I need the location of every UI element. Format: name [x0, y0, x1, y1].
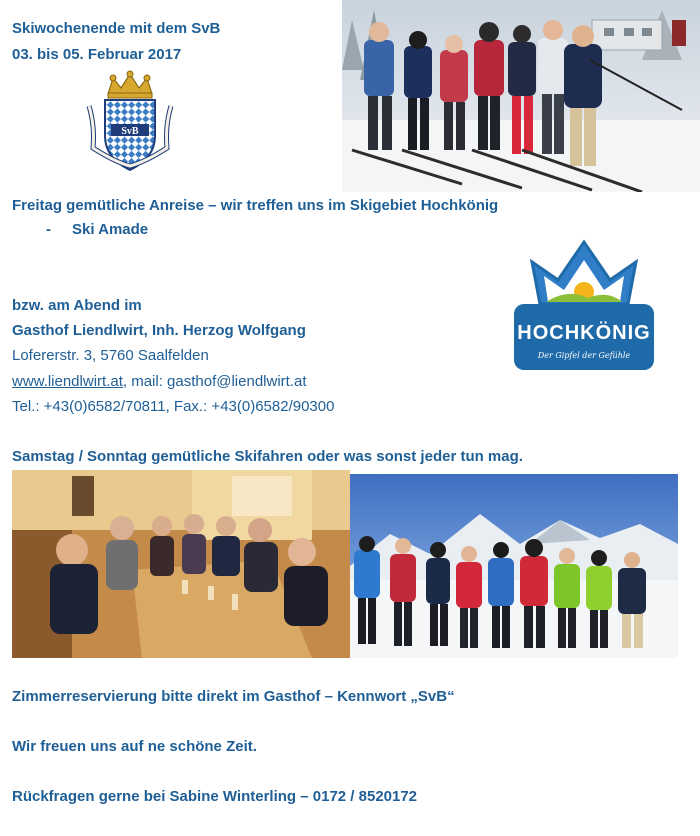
svb-club-logo — [75, 66, 185, 176]
ski-group-photo-bottom — [350, 474, 678, 658]
contact-line: Rückfragen gerne bei Sabine Winterling – 0172 / 8520172 — [12, 788, 418, 805]
hochkoenig-name: HOCHKÖNIG — [517, 322, 651, 344]
ski-amade-item: Ski Amade — [72, 221, 149, 238]
contact-web-line — [12, 373, 307, 391]
reservation-note: Zimmerreservierung bitte direkt im Gasthof – Kennwort „SvB“ — [12, 688, 455, 705]
hochkoenig-logo — [508, 236, 660, 376]
bullet-dash: - — [46, 221, 51, 238]
restaurant-group-photo — [12, 470, 350, 658]
phone-fax: Tel.: +43(0)6582/70811, Fax.: +43(0)6582/90300 — [12, 398, 335, 415]
logo-initials: SvB — [121, 126, 139, 137]
hochkoenig-slogan: Der Gipfel der Gefühle — [537, 351, 631, 360]
evening-intro: bzw. am Abend im — [12, 297, 142, 314]
inn-address: Lofererstr. 3, 5760 Saalfelden — [12, 347, 209, 364]
inn-name: Gasthof Liendlwirt, Inh. Herzog Wolfgang — [12, 322, 306, 339]
event-dates: 03. bis 05. Februar 2017 — [12, 46, 182, 63]
ski-group-photo-top — [342, 0, 700, 192]
greeting: Wir freuen uns auf ne schöne Zeit. — [12, 738, 257, 755]
document-title: Skiwochenende mit dem SvB — [12, 20, 221, 37]
website-link[interactable]: www.liendlwirt.at — [12, 373, 123, 390]
mail-text: , mail: gasthof@liendlwirt.at — [122, 373, 307, 390]
friday-line: Freitag gemütliche Anreise – wir treffen uns im Skigebiet Hochkönig — [12, 197, 499, 214]
weekend-line: Samstag / Sonntag gemütliche Skifahren oder was sonst jeder tun mag. — [12, 448, 523, 465]
